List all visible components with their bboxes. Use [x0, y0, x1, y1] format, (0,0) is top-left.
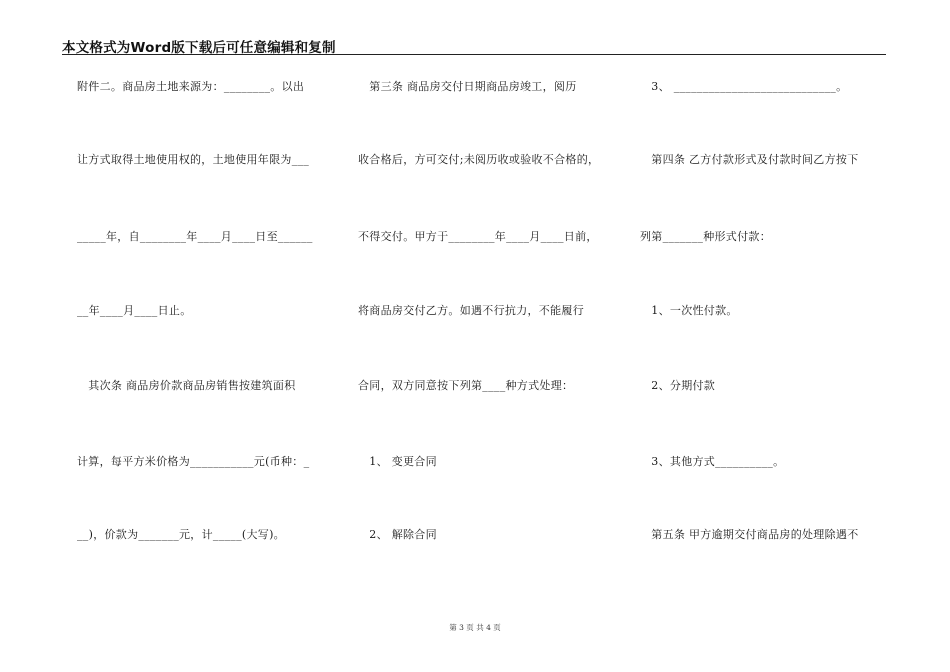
text-line: 计算，每平方米价格为___________元(币种：_	[77, 455, 310, 468]
text-line: 不得交付。甲方于________年____月____日前，	[358, 230, 598, 243]
text-line: 第四条 乙方付款形式及付款时间乙方按下	[640, 153, 859, 166]
text-line: __)，价款为_______元，计_____(大写)。	[77, 528, 285, 541]
text-line: 1、一次性付款。	[640, 304, 738, 317]
text-line: 附件二。商品房土地来源为：________。以出	[77, 80, 305, 93]
text-column-1	[77, 0, 327, 672]
text-line: __年____月____日止。	[77, 304, 192, 317]
text-line: 2、分期付款	[640, 379, 716, 392]
text-line: 收合格后，方可交付;未阅历收或验收不合格的，	[358, 153, 600, 166]
text-line: 3、其他方式__________。	[640, 455, 785, 468]
text-line: _____年，自________年____月____日至______	[77, 230, 313, 243]
page-number-footer: 第 3 页 共 4 页	[449, 623, 501, 632]
text-line: 列第_______种形式付款：	[640, 230, 771, 243]
text-line: 2、 解除合同	[358, 528, 437, 541]
text-column-2	[358, 0, 613, 672]
text-line: 第三条 商品房交付日期商品房竣工，阅历	[358, 80, 577, 93]
document-header-title: 本文格式为Word版下载后可任意编辑和复制	[62, 40, 336, 56]
text-line: 让方式取得土地使用权的，土地使用年限为___	[77, 153, 310, 166]
text-line: 1、 变更合同	[358, 455, 437, 468]
text-line: 第五条 甲方逾期交付商品房的处理除遇不	[640, 528, 859, 541]
text-line: 3、 ____________________________。	[640, 80, 848, 93]
text-line: 将商品房交付乙方。如遇不行抗力，不能履行	[358, 304, 584, 317]
text-line: 合同，双方同意按下列第____种方式处理：	[358, 379, 574, 392]
text-column-3	[640, 0, 885, 672]
text-line: 其次条 商品房价款商品房销售按建筑面积	[77, 379, 296, 392]
